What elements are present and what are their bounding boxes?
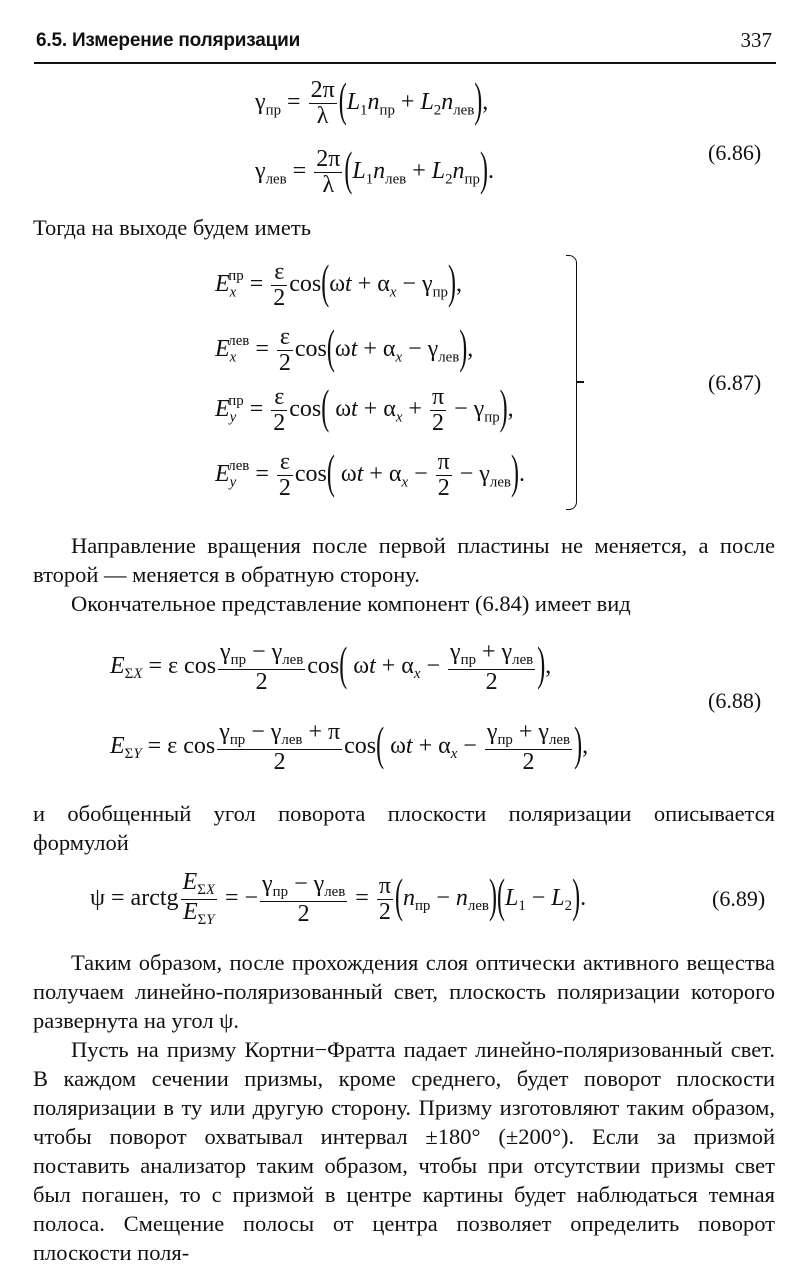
- equation-gamma-lev: $\gamma_{лев}$ = $\frac{2\pi}{\lambda}$ $(L_1n_{лев} + L_2n_{пр})$.: [255, 144, 494, 199]
- page-number: 337: [740, 28, 772, 52]
- equation-psi: ψ = arctg $\frac{E_{\Sigma X}}{E_{\Sigma Y}}$ = − $\frac{\gamma_{пр} - \gamma_{лев}}{2}$ = $\frac{\pi}{2}$ $(n_{пр} - n_{лев})(L_1 - L_2)$.: [90, 869, 587, 929]
- paragraph-rotation-direction: Направление вращения после первой пластины не меняется, а после второй — меняется в обратную сторону.: [33, 533, 775, 587]
- paragraph-generalized-angle: и обобщенный угол поворота плоскости поляризации описывается формулой: [33, 801, 775, 855]
- equation-Ex-pr: $E_x^{пр}$ = $\frac{\varepsilon}{2}$ $\cos(\omega t + \alpha_x - \gamma_{пр})$,: [215, 257, 462, 312]
- equation-number-6-88: (6.88): [708, 688, 762, 713]
- equation-E-sum-Y: $E_{\Sigma Y} = \varepsilon$ cos $\frac{\gamma_{пр} - \gamma_{лев} + \pi}{2}$ cos( $\omega t + \alpha_x$ − $\frac{\gamma_{пр} + \gamma_{лев}}{2}$ ),: [110, 719, 589, 775]
- paragraph-conclusion: Таким образом, после прохождения слоя оптически активного вещества получаем линейно-поляризованный свет, плоскость поляризации которого развернута на угол ψ.: [33, 950, 775, 1033]
- equation-number-6-89: (6.89): [712, 886, 766, 911]
- paragraph-final-representation: Окончательное представление компонент (6.84) имеет вид: [71, 591, 631, 616]
- paragraph-intro-output: Тогда на выходе будем иметь: [33, 215, 311, 240]
- equation-number-6-87: (6.87): [708, 370, 762, 395]
- equation-Ex-lev: $E_x^{лев}$ = $\frac{\varepsilon}{2}$ $\cos(\omega t + \alpha_x - \gamma_{лев})$,: [215, 322, 474, 377]
- header-rule: [34, 62, 776, 64]
- equation-number-6-86: (6.86): [708, 140, 762, 165]
- equation-E-sum-X: $E_{\Sigma X} = \varepsilon$ cos $\frac{\gamma_{пр} - \gamma_{лев}}{2}$ cos( $\omega t + \alpha_x$ − $\frac{\gamma_{пр} + \gamma_{лев}}{2}$ ),: [110, 639, 552, 695]
- running-header-title: 6.5. Измерение поляризации: [36, 30, 301, 51]
- brace-tip: [576, 381, 584, 383]
- equation-gamma-pr: $\gamma_{пр}$ = $\frac{2\pi}{\lambda}$ $(L_1n_{пр} + L_2n_{лев})$,: [255, 75, 489, 130]
- equation-Ey-lev: $E_y^{лев}$ = $\frac{\varepsilon}{2}$ cos( $\omega t + \alpha_x$ − $\frac{\pi}{2}$ − $\gamma_{лев}$).: [215, 447, 525, 502]
- paragraph-cortney-fratt-prism: Пусть на призму Кортни−Фратта падает линейно-поляризованный свет. В каждом сечении призмы, кроме среднего, будет поворот плоскости поляризации в ту или другую сторону. Призму изготовляют таким образом, чтобы поворот охватывал интервал ±180° (±200°). Если за призмой поставить анализатор таким образом, чтобы при отсутствии призмы свет был погашен, то с призмой в центре картины будет наблюдаться темная полоса. Смещение полосы от центра позволяет определить поворот плоскости поля-: [33, 1037, 775, 1265]
- equation-Ey-pr: $E_y^{пр}$ = $\frac{\varepsilon}{2}$ cos( $\omega t + \alpha_x$ + $\frac{\pi}{2}$ − $\gamma_{пр}$),: [215, 382, 514, 437]
